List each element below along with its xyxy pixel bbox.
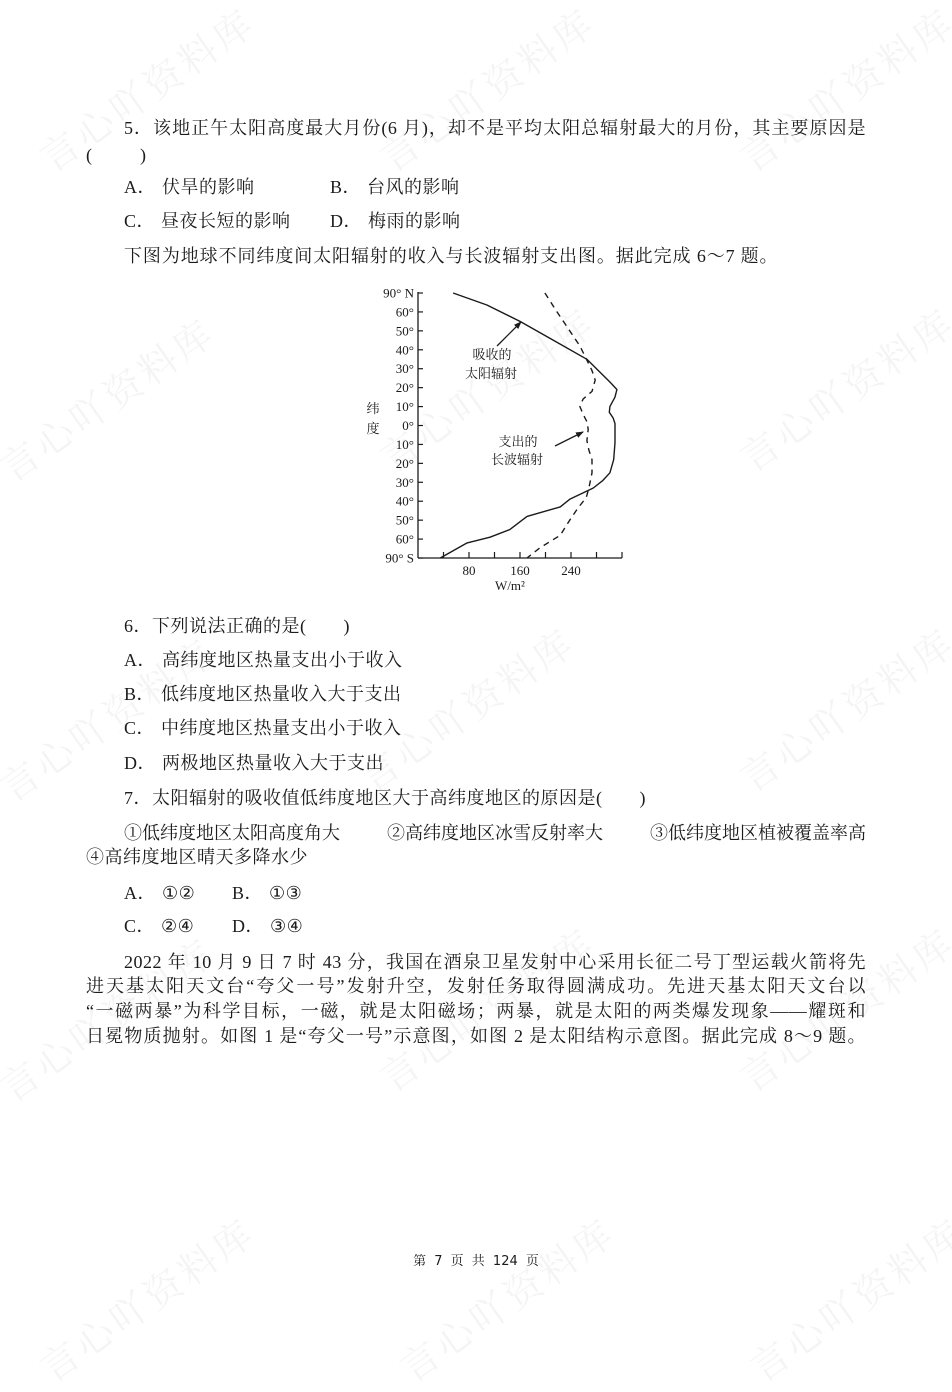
y-ticks bbox=[383, 286, 423, 566]
watermark bbox=[727, 0, 952, 182]
y-axis-label-char-2: 度 bbox=[366, 421, 380, 436]
option-text: 中纬度地区热量支出小于收入 bbox=[161, 718, 402, 738]
option-text: 高纬度地区热量支出小于收入 bbox=[162, 650, 403, 670]
q5-option-d bbox=[330, 210, 461, 232]
watermark bbox=[367, 0, 605, 182]
longwave-arrow-icon bbox=[555, 432, 583, 446]
option-letter: A． bbox=[124, 177, 156, 197]
x-tick-label: 160 bbox=[510, 563, 530, 578]
q6-option-b bbox=[124, 683, 402, 705]
y-axis-label-char-1: 纬 bbox=[366, 401, 380, 416]
q7-statement-1: ①低纬度地区太阳高度角大 bbox=[124, 823, 340, 843]
passage-line-3: “一磁两暴”为科学目标，一磁，就是太阳磁场；两暴，就是太阳的两类爆发现象——耀斑和 bbox=[86, 1001, 866, 1021]
solar-annotation-line1: 吸收的 bbox=[472, 347, 512, 362]
y-tick-label: 30° bbox=[395, 361, 414, 377]
y-tick-label: 30° bbox=[395, 474, 414, 490]
option-letter: B． bbox=[330, 177, 362, 197]
absorbed-solar-radiation-line bbox=[440, 293, 617, 558]
q7-statement-3: ③低纬度地区植被覆盖率高 bbox=[650, 823, 866, 843]
y-tick-label: 20° bbox=[395, 380, 414, 396]
x-ticks bbox=[444, 552, 623, 578]
option-text: 台风的影响 bbox=[367, 177, 460, 197]
passage-line-1: 2022 年 10 月 9 日 7 时 43 分，我国在酒泉卫星发射中心采用长征二号丁型运载火箭将先 bbox=[124, 952, 866, 972]
option-text: 昼夜长短的影响 bbox=[161, 211, 291, 231]
solar-annotation-line2: 太阳辐射 bbox=[464, 366, 518, 381]
y-tick-label: 60° bbox=[395, 531, 414, 547]
outgoing-longwave-radiation-line bbox=[527, 293, 595, 558]
option-text: ③④ bbox=[270, 916, 304, 936]
y-tick-label: 0° bbox=[402, 418, 414, 434]
x-axis-label: W/m² bbox=[495, 578, 525, 593]
intro-6-7: 下图为地球不同纬度间太阳辐射的收入与长波辐射支出图。据此完成 6～7 题。 bbox=[124, 246, 778, 266]
longwave-annotation-line1: 支出的 bbox=[498, 434, 538, 449]
q7-option-c bbox=[124, 915, 194, 937]
y-tick-label: 90° S bbox=[385, 550, 414, 566]
q7-option-b bbox=[232, 882, 302, 904]
x-tick-label: 240 bbox=[561, 563, 581, 578]
x-tick-label: 80 bbox=[462, 563, 476, 578]
y-tick-label: 90° N bbox=[383, 285, 414, 301]
passage-line-2: 进天基太阳天文台“夸父一号”发射升空，发射任务取得圆满成功。先进天基太阳天文台以 bbox=[86, 976, 866, 996]
q5-answer-blank: ( ) bbox=[86, 145, 150, 165]
option-letter: C． bbox=[124, 718, 156, 738]
q6-option-d bbox=[124, 752, 384, 774]
watermark bbox=[727, 613, 952, 803]
radiation-latitude-chart bbox=[350, 280, 650, 600]
option-text: 低纬度地区热量收入大于支出 bbox=[161, 684, 402, 704]
option-letter: D． bbox=[124, 753, 156, 773]
watermark bbox=[727, 293, 952, 483]
q7-statement-4: ④高纬度地区晴天多降水少 bbox=[86, 847, 308, 867]
watermark bbox=[387, 1203, 625, 1392]
q7-statement-2: ②高纬度地区冰雪反射率大 bbox=[387, 823, 603, 843]
q5-option-c bbox=[124, 210, 291, 232]
longwave-annotation-line2: 长波辐射 bbox=[490, 452, 544, 467]
y-tick-label: 40° bbox=[395, 342, 414, 358]
option-letter: D． bbox=[330, 211, 362, 231]
y-tick-label: 50° bbox=[395, 512, 414, 528]
q6-option-a bbox=[124, 649, 403, 671]
option-letter: D． bbox=[232, 916, 264, 936]
y-tick-label: 10° bbox=[395, 399, 414, 415]
option-text: ①② bbox=[162, 883, 196, 903]
q7-option-a bbox=[124, 882, 195, 904]
watermark bbox=[27, 1203, 265, 1392]
option-letter: C． bbox=[124, 211, 156, 231]
y-tick-label: 20° bbox=[395, 455, 414, 471]
y-tick-label: 10° bbox=[395, 436, 414, 452]
option-text: 伏旱的影响 bbox=[162, 177, 255, 197]
option-text: ①③ bbox=[269, 883, 303, 903]
y-tick-label: 40° bbox=[395, 493, 414, 509]
chart-axes bbox=[418, 292, 622, 558]
watermark bbox=[0, 303, 225, 493]
q7-stem: 7．太阳辐射的吸收值低纬度地区大于高纬度地区的原因是( ) bbox=[124, 788, 646, 808]
watermark bbox=[737, 1203, 952, 1392]
q5-option-b bbox=[330, 176, 460, 198]
q6-option-c bbox=[124, 717, 402, 739]
page-footer: 第 7 页 共 124 页 bbox=[413, 1254, 539, 1269]
option-text: 两极地区热量收入大于支出 bbox=[162, 753, 384, 773]
q5-option-a bbox=[124, 176, 255, 198]
option-text: 梅雨的影响 bbox=[368, 211, 461, 231]
option-text: ②④ bbox=[161, 916, 195, 936]
option-letter: A． bbox=[124, 883, 156, 903]
q7-option-d bbox=[232, 915, 303, 937]
option-letter: C． bbox=[124, 916, 156, 936]
option-letter: B． bbox=[124, 684, 156, 704]
q7-statements-row bbox=[124, 822, 866, 844]
solar-arrow-icon bbox=[497, 322, 521, 346]
passage-line-4: 日冕物质抛射。如图 1 是“夸父一号”示意图，如图 2 是太阳结构示意图。据此完成 8～9 题。 bbox=[86, 1026, 866, 1046]
q6-stem: 6．下列说法正确的是( ) bbox=[124, 616, 350, 636]
y-tick-label: 50° bbox=[395, 323, 414, 339]
y-tick-label: 60° bbox=[395, 304, 414, 320]
option-letter: B． bbox=[232, 883, 264, 903]
q5-stem: 5．该地正午太阳高度最大月份(6 月)，却不是平均太阳总辐射最大的月份，其主要原因是 bbox=[124, 118, 866, 138]
chart-series bbox=[440, 293, 617, 558]
option-letter: A． bbox=[124, 650, 156, 670]
